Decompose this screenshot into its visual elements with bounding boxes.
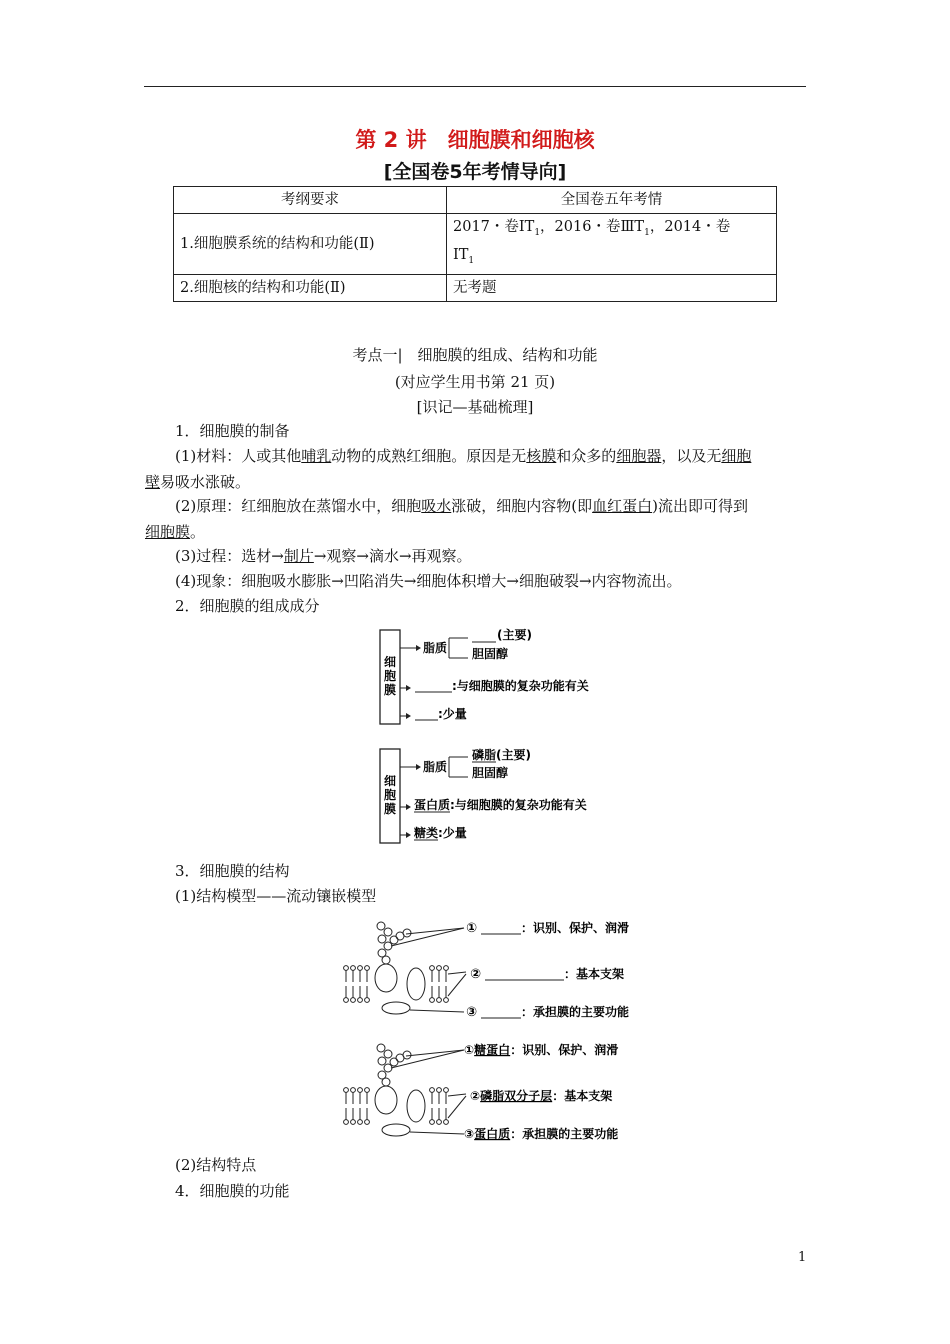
answer: 哺乳 [301,447,332,465]
lipid-label: 脂质 [423,641,448,655]
label-function: ：基本支架 [564,967,625,981]
label-num: ① [466,921,478,936]
exam-text: ⅠT [453,246,469,263]
label-num: ③ [464,1127,475,1141]
protein-label: 蛋白质:与细胞膜的复杂功能有关 [414,798,587,812]
phospholipid-label: 磷脂(主要) [472,748,531,762]
page-subtitle: [全国卷5年考情导向] [383,161,567,183]
p3-model: (1)结构模型——流动镶嵌模型 [175,887,377,905]
text: 易吸水涨破。 [160,473,251,491]
label-num: ② [470,967,482,982]
label-line-1 [464,1042,619,1057]
pointer-line [410,1010,464,1012]
arrowhead [406,804,411,810]
p1-heading: 1．细胞膜的制备 [175,422,290,440]
pointer-line [406,1050,464,1056]
protein-oval [375,1086,397,1114]
diagram-box-label: 细胞膜 [383,655,397,697]
pointer-line [448,972,466,974]
glycoprotein-chain [377,1044,411,1086]
text: (3)过程：选材→ [175,547,284,565]
text: →观察→滴水→再观察。 [313,547,472,565]
arrowhead [416,764,421,770]
exam-text: 2017・卷ⅠT [453,219,535,235]
section-tag: [识记—基础梳理] [416,398,534,416]
pointer-line [406,928,464,934]
protein-oval [407,1090,425,1122]
protein-oval [382,1124,410,1136]
answer: 壁 [145,473,161,491]
answer: 细胞器 [616,447,662,465]
main-label: (主要) [497,628,532,642]
p1-phenomenon: (4)现象：细胞吸水膨胀→凹陷消失→细胞体积增大→细胞破裂→内容物流出。 [175,572,682,590]
page-title: 第 2 讲 细胞膜和细胞核 [355,128,595,152]
table-cell-req: 2.细胞核的结构和功能(Ⅱ) [174,274,447,301]
p4-heading: 4．细胞膜的功能 [175,1182,290,1200]
arrowhead [406,685,411,691]
pointer-line [410,1132,464,1134]
label-function: ：识别、保护、润滑 [510,1043,619,1057]
pointer-line [391,928,464,946]
p1-material [145,443,810,495]
chol-label: 胆固醇 [472,647,509,661]
exam-sub: 1 [534,227,541,238]
label-num: ③ [466,1005,478,1020]
protein-oval [375,964,397,992]
chol-label: 胆固醇 [472,766,509,780]
arrowhead [406,832,411,838]
label-answer: 糖蛋白 [474,1043,511,1057]
label-answer: 磷脂双分子层 [480,1089,553,1103]
label-function: ：承担膜的主要功能 [521,1005,630,1019]
protein-label: :与细胞膜的复杂功能有关 [452,679,589,693]
text: ，以及无 [661,447,722,465]
label-num: ② [470,1089,481,1103]
label-line-2 [470,1088,612,1103]
table-header-req: 考纲要求 [174,187,447,214]
text: (2)原理：红细胞放在蒸馏水中，细胞 [175,497,422,515]
pointer-line [391,1050,464,1068]
pointer-line [448,1096,466,1118]
exam-table [173,186,777,302]
table-header-exam: 全国卷五年考情 [447,187,777,214]
arrowhead [406,713,411,719]
exam-sub: 1 [644,227,650,238]
p3-feature: (2)结构特点 [175,1156,257,1174]
text: 动物的成熟红细胞。原因是无 [331,447,527,465]
exam-text: ，2016・卷ⅢT [540,219,645,235]
exam-sub: 1 [468,255,475,266]
answer: 细胞膜 [145,523,191,541]
answer: 核膜 [526,447,557,465]
exam-text: ，2014・卷 [649,219,731,235]
section-heading: 考点一| 细胞膜的组成、结构和功能 [352,346,598,364]
table-cell-exam: 无考题 [447,274,777,301]
protein-oval [382,1002,410,1014]
page-number: 1 [798,1250,807,1265]
pointer-line [448,974,466,996]
text: 和众多的 [556,447,617,465]
header-rule [144,86,806,87]
answer: 细胞 [721,447,752,465]
text: (1)材料：人或其他 [175,447,302,465]
arrowhead [416,645,421,651]
pointer-line [448,1094,466,1096]
table-header-row [174,187,777,214]
label-num: ① [464,1043,475,1057]
p3-heading: 3．细胞膜的结构 [175,862,290,880]
section-ref: (对应学生用书第 21 页) [394,373,556,391]
answer: 吸水 [421,497,452,515]
composition-diagram-blank [376,626,636,730]
p1-process [145,543,810,569]
sugar-label: :少量 [438,707,467,721]
table-row [174,214,777,275]
label-function: ：识别、保护、润滑 [521,921,630,935]
glycoprotein-chain [377,922,411,964]
label-answer: 蛋白质 [474,1127,511,1141]
membrane-model-answer [336,1034,646,1146]
sugar-label: 糖类:少量 [414,826,467,840]
p1-principle [145,493,810,545]
answer: 血红蛋白 [592,497,653,515]
diagram-box-label: 细胞膜 [383,774,397,816]
lipid-label: 脂质 [423,760,448,774]
composition-diagram-answer [376,745,636,849]
label-function: ：基本支架 [552,1089,613,1103]
text: )流出即可得到 [652,497,748,515]
p2-heading: 2．细胞膜的组成成分 [175,597,320,615]
label-line-3 [464,1126,618,1141]
text: 涨破，细胞内容物(即 [451,497,593,515]
table-cell-req: 1.细胞膜系统的结构和功能(Ⅱ) [174,214,447,275]
label-function: ：承担膜的主要功能 [510,1127,619,1141]
answer: 制片 [283,547,314,565]
table-row [174,274,777,301]
text: 。 [190,523,206,541]
membrane-model-blank [336,912,646,1024]
table-cell-exam [447,214,777,275]
protein-oval [407,968,425,1000]
